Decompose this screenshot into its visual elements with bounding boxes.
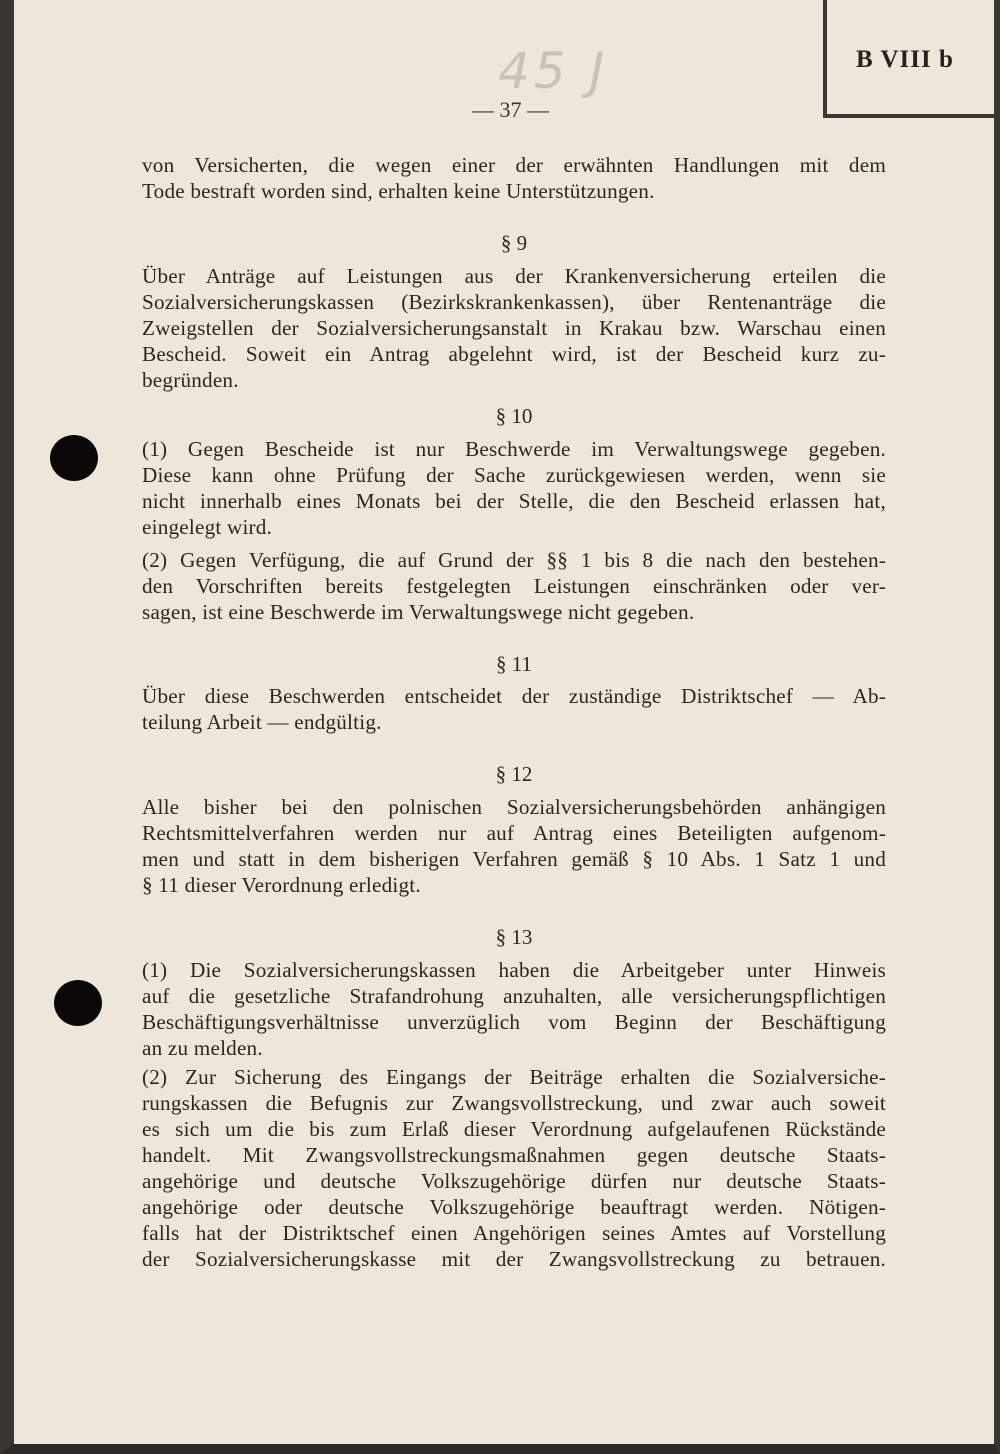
text-line: sagen, ist eine Beschwerde im Verwaltungswege nicht gegeben. bbox=[142, 600, 695, 624]
text-line: Zweigstellen der Sozialversicherungsanstalt in Krakau bzw. Warschau einen bbox=[142, 316, 886, 340]
text-line: falls hat der Distriktschef einen Angehörigen seines Amtes auf Vorstellung bbox=[142, 1221, 886, 1245]
text-line: Beschäftigungsverhältnisse unverzüglich vom Beginn der Beschäftigung bbox=[142, 1010, 886, 1034]
text-line: angehörige und deutsche Volkszugehörige dürfen nur deutsche Staats- bbox=[142, 1169, 886, 1193]
text-line: men und statt in dem bisherigen Verfahren gemäß § 10 Abs. 1 Satz 1 und bbox=[142, 847, 886, 871]
section-heading: § 13 bbox=[495, 925, 533, 949]
text-line: Tode bestraft worden sind, erhalten keine Unterstützungen. bbox=[142, 179, 655, 203]
handwritten-page-note: 45 J bbox=[498, 42, 609, 100]
text-line: (2) Zur Sicherung des Eingangs der Beiträge erhalten die Sozialversiche- bbox=[142, 1065, 886, 1089]
text-line: der Sozialversicherungskasse mit der Zwangsvollstreckung zu betrauen. bbox=[142, 1247, 886, 1271]
text-line: Rechtsmittelverfahren werden nur auf Antrag eines Beteiligten aufgenom- bbox=[142, 821, 886, 845]
text-line: Über Anträge auf Leistungen aus der Krankenversicherung erteilen die bbox=[142, 264, 886, 288]
text-line: teilung Arbeit — endgültig. bbox=[142, 710, 382, 734]
text-line: (1) Gegen Bescheide ist nur Beschwerde im Verwaltungswege gegeben. bbox=[142, 437, 886, 461]
archive-stamp-label: B VIII b bbox=[856, 46, 954, 73]
text-line: Bescheid. Soweit ein Antrag abgelehnt wird, ist der Bescheid kurz zu- bbox=[142, 342, 886, 366]
text-line: Über diese Beschwerden entscheidet der zuständige Distriktschef — Ab- bbox=[142, 684, 886, 708]
text-line: § 11 dieser Verordnung erledigt. bbox=[142, 873, 421, 897]
text-line: angehörige oder deutsche Volkszugehörige beauftragt werden. Nötigen- bbox=[142, 1195, 886, 1219]
text-line: nicht innerhalb eines Monats bei der Stelle, die den Bescheid erlassen hat, bbox=[142, 489, 886, 513]
text-line: von Versicherten, die wegen einer der erwähnten Handlungen mit dem bbox=[142, 153, 886, 177]
punch-hole-bottom bbox=[54, 980, 102, 1026]
punch-hole-top bbox=[50, 435, 98, 481]
text-line: an zu melden. bbox=[142, 1036, 263, 1060]
text-line: Sozialversicherungskassen (Bezirkskrankenkassen), über Rentenanträge die bbox=[142, 290, 886, 314]
text-line: es sich um die bis zum Erlaß dieser Verordnung aufgelaufenen Rückstände bbox=[142, 1117, 886, 1141]
text-line: auf die gesetzliche Strafandrohung anzuhalten, alle versicherungspflichtigen bbox=[142, 984, 886, 1008]
section-heading: § 11 bbox=[496, 652, 532, 676]
text-line: rungskassen die Befugnis zur Zwangsvollstreckung, und zwar auch soweit bbox=[142, 1091, 886, 1115]
text-line: den Vorschriften bereits festgelegten Leistungen einschränken oder ver- bbox=[142, 574, 886, 598]
text-line: eingelegt wird. bbox=[142, 515, 273, 539]
text-line: handelt. Mit Zwangsvollstreckungsmaßnahmen gegen deutsche Staats- bbox=[142, 1143, 886, 1167]
text-line: begründen. bbox=[142, 368, 239, 392]
text-line: (2) Gegen Verfügung, die auf Grund der §§ 1 bis 8 die nach den bestehen- bbox=[142, 548, 886, 572]
section-heading: § 10 bbox=[495, 404, 533, 428]
text-line: (1) Die Sozialversicherungskassen haben die Arbeitgeber unter Hinweis bbox=[142, 958, 886, 982]
section-heading: § 9 bbox=[500, 231, 528, 255]
page-number: — 37 — bbox=[472, 97, 549, 122]
text-line: Alle bisher bei den polnischen Sozialversicherungsbehörden anhängigen bbox=[142, 795, 886, 819]
section-heading: § 12 bbox=[495, 762, 533, 786]
text-line: Diese kann ohne Prüfung der Sache zurückgewiesen werden, wenn sie bbox=[142, 463, 886, 487]
